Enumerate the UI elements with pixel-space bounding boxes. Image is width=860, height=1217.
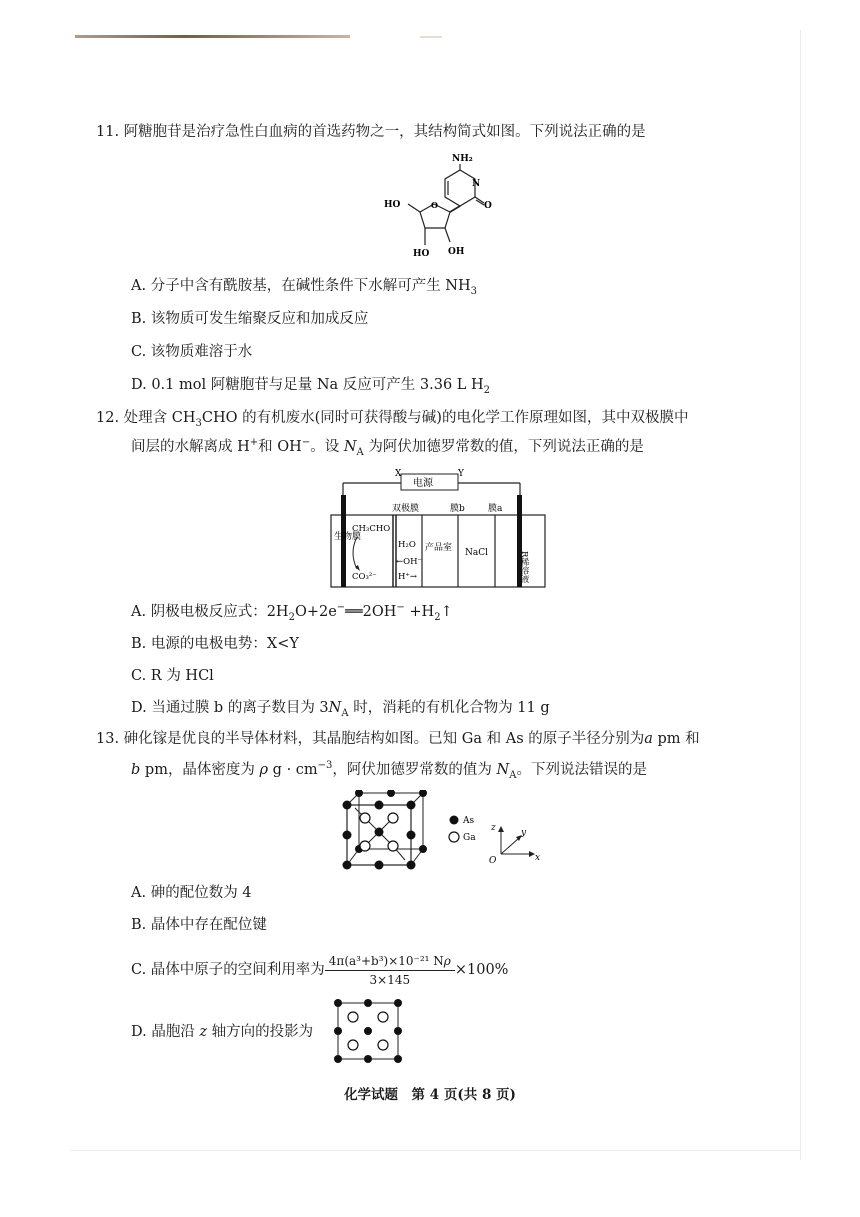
q13-stem-line1: 13. 砷化镓是优良的半导体材料，其晶胞结构如图。已知 Ga 和 As 的原子半径分别为a pm 和 <box>96 731 700 747</box>
axis-y-label: y <box>521 828 527 838</box>
z-axis-projection-diagram <box>328 995 408 1067</box>
h2o-label: H₂O <box>398 540 416 550</box>
axis-origin-label: O <box>489 856 497 866</box>
q11-stem: 11. 阿糖胞苷是治疗急性白血病的首选药物之一，其结构简式如图。下列说法正确的是 <box>96 124 646 140</box>
struct-oh-bottom-label: OH <box>448 247 465 257</box>
legend-ga-circle <box>449 832 459 842</box>
q13-option-d: D. 晶胞沿 z 轴方向的投影为 <box>131 1024 314 1040</box>
q13-stem-line2: b pm，晶体密度为 ρ $g \cdot cm^{-3}$，阿伏加德罗常数的值为 $N_A$。下列说法错误的是 <box>131 760 647 781</box>
axis-z-label: z <box>491 823 496 833</box>
power-source-label: 电源 <box>413 478 433 489</box>
q11-option-c: C. 该物质难溶于水 <box>131 344 253 360</box>
q13-option-c: C. 晶体中原子的空间利用率为 $\frac{\text{4π(a³+b³)×10⁻²¹ Nρ}}{3\times 145}$ ×100% <box>131 953 509 987</box>
struct-o-ring-label: O <box>431 200 438 210</box>
co3-label: CO₃²⁻ <box>352 572 377 582</box>
q12-option-b: B. 电源的电极电势：X<Y <box>131 636 299 652</box>
q13-option-b: B. 晶体中存在配位键 <box>131 917 267 933</box>
struct-nh2-label: NH₂ <box>452 154 473 164</box>
legend-as-dot <box>450 816 459 825</box>
q13-option-a: A. 砷的配位数为 4 <box>131 885 252 901</box>
membrane-a-label: 膜a <box>488 504 503 514</box>
page-footer: 化学试题 第 4 页(共 8 页) <box>344 1087 516 1103</box>
oh-arrow-label: ←OH⁻ <box>396 557 422 567</box>
q12-option-a: A. 阴极电极反应式：$2H_2O+2e^-══2OH^-$ $+H_2↑$ <box>131 602 453 623</box>
terminal-y-label: Y <box>458 469 464 479</box>
q11-option-b: B. 该物质可发生缩聚反应和加成反应 <box>131 311 369 327</box>
axis-x-label: x <box>535 853 541 863</box>
electrochemical-cell-diagram <box>325 465 550 590</box>
top-scan-line <box>75 35 350 38</box>
ch3cho-label: CH₃CHO <box>352 524 391 534</box>
struct-ho-bottom-label: HO <box>413 249 430 259</box>
terminal-x-label: X <box>395 469 402 479</box>
gaas-unit-cell-diagram <box>335 790 545 875</box>
page-edge <box>800 30 801 1160</box>
page-bottom-edge <box>70 1150 800 1151</box>
product-room-label: 产品室 <box>425 543 453 553</box>
r-dilute-solution-label: R稀溶液 <box>519 551 529 583</box>
bipolar-membrane-label: 双极膜 <box>392 504 420 514</box>
legend-ga-label: Ga <box>463 833 476 843</box>
q11-option-d: D. 0.1 mol 阿糖胞苷与足量 Na 反应可产生 3.36 L $H_2$ <box>131 377 491 396</box>
top-scan-mark <box>420 36 442 38</box>
nacl-label: NaCl <box>465 548 489 558</box>
bio-membrane-label: 生物膜 <box>334 532 362 542</box>
q12-stem-line2: 间层的水解离成 H+和 OH−。设 $N_A$ 为阿伏加德罗常数的值，下列说法正确的是 <box>131 437 644 458</box>
legend-as-label: As <box>463 816 475 826</box>
h-arrow-label: H⁺→ <box>398 572 418 582</box>
membrane-b-label: 膜b <box>450 504 465 514</box>
space-utilization-fraction: $\frac{\text{4π(a³+b³)×10⁻²¹ Nρ}}{3\times 145}$ <box>325 954 455 987</box>
struct-o-carbonyl-label: O <box>484 201 492 211</box>
q11-option-a: A. 分子中含有酰胺基，在碱性条件下水解可产生 $NH_3$ <box>131 278 478 297</box>
cytarabine-structure-diagram <box>370 148 530 263</box>
q12-option-d: D. 当通过膜 b 的离子数目为 $3N_A$ 时，消耗的有机化合物为 11 g <box>131 700 550 719</box>
struct-ho-left-label: HO <box>384 200 401 210</box>
struct-n-label: N <box>472 179 481 189</box>
q12-stem-line1: 12. 处理含 $CH_3CHO$ 的有机废水(同时可获得酸与碱)的电化学工作原理如图，其中双极膜中 <box>96 410 689 429</box>
q12-option-c: C. R 为 HCl <box>131 668 214 684</box>
